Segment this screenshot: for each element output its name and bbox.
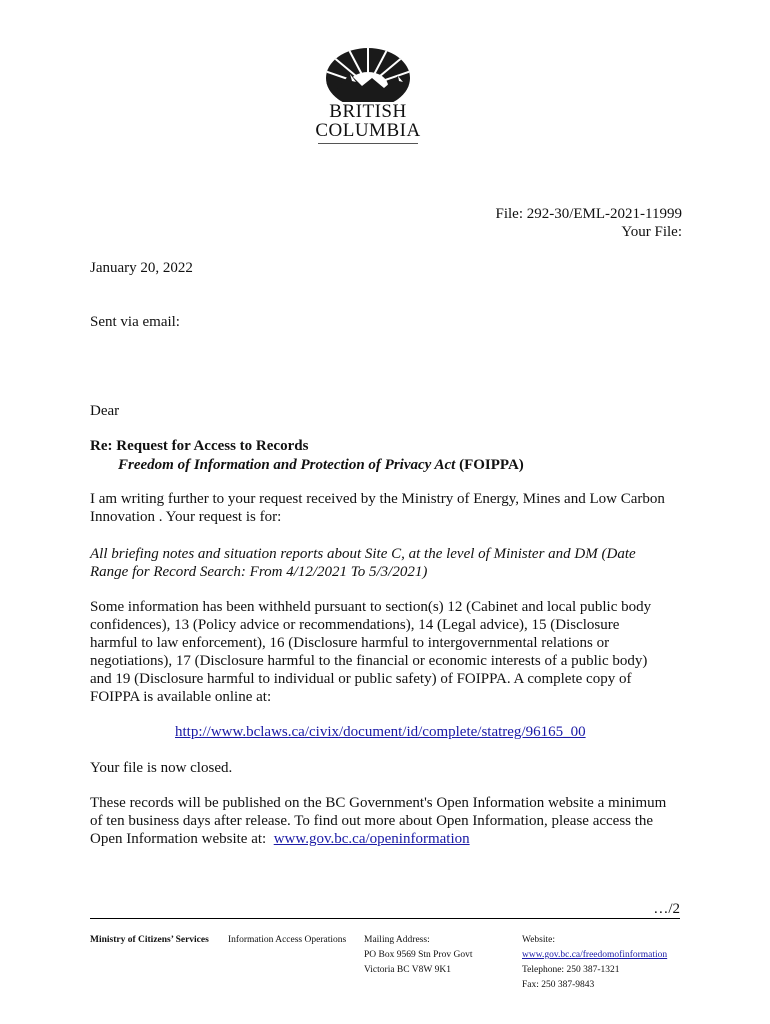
paragraph-line: and 19 (Disclosure harmful to individual or public safety) of FOIPPA. A complete copy of bbox=[90, 671, 632, 687]
open-information-link[interactable]: www.gov.bc.ca/openinformation bbox=[273, 831, 470, 847]
paragraph-withheld bbox=[90, 598, 690, 706]
footer-ministry: Ministry of Citizens’ Services bbox=[90, 935, 209, 945]
paragraph-line: harmful to law enforcement), 16 (Disclosure harmful to intergovernmental relations or bbox=[90, 635, 610, 651]
file-reference-block bbox=[495, 205, 682, 241]
request-quote bbox=[90, 545, 690, 581]
paragraph-line: negotiations), 17 (Disclosure harmful to the financial or economic interests of a public body) bbox=[90, 653, 648, 669]
file-number: File: 292-30/EML-2021-11999 bbox=[495, 206, 682, 222]
salutation: Dear bbox=[90, 403, 120, 419]
logo-line-british: BRITISH bbox=[329, 101, 407, 122]
footer-divider bbox=[90, 918, 680, 919]
footer-contact bbox=[522, 933, 667, 993]
logo-underline bbox=[318, 143, 418, 144]
mailing-line: Victoria BC V8W 9K1 bbox=[364, 965, 451, 975]
act-abbrev: (FOIPPA) bbox=[455, 457, 524, 473]
page-continuation: …/2 bbox=[653, 901, 680, 917]
paragraph-line: FOIPPA is available online at: bbox=[90, 689, 272, 705]
footer-mailing bbox=[364, 933, 472, 978]
footer-telephone: Telephone: 250 387-1321 bbox=[522, 965, 620, 975]
paragraph-line: These records will be published on the BC Government's Open Information website a minimum bbox=[90, 795, 667, 811]
footer-website-link[interactable]: www.gov.bc.ca/freedomofinformation bbox=[522, 950, 668, 960]
footer-fax: Fax: 250 387-9843 bbox=[522, 980, 595, 990]
quote-line: Range for Record Search: From 4/12/2021 To 5/3/2021) bbox=[90, 564, 428, 580]
paragraph-line: confidences), 13 (Policy advice or recommendations), 14 (Legal advice), 15 (Disclosure bbox=[90, 617, 620, 633]
website-label: Website: bbox=[522, 935, 556, 945]
logo-line-columbia: COLUMBIA bbox=[315, 120, 421, 141]
paragraph-line: I am writing further to your request received by the Ministry of Energy, Mines and Low Carbon bbox=[90, 491, 665, 507]
bclaws-link[interactable]: http://www.bclaws.ca/civix/document/id/complete/statreg/96165_00 bbox=[175, 724, 586, 740]
paragraph-open-info bbox=[90, 794, 690, 848]
letter-date: January 20, 2022 bbox=[90, 260, 193, 276]
bc-logo bbox=[312, 44, 424, 148]
act-title: Freedom of Information and Protection of Privacy Act bbox=[118, 457, 456, 473]
paragraph-line: of ten business days after release. To find out more about Open Information, please access the bbox=[90, 813, 654, 829]
quote-line: All briefing notes and situation reports about Site C, at the level of Minister and DM (Date bbox=[90, 546, 636, 562]
footer-division: Information Access Operations bbox=[228, 935, 347, 945]
file-closed: Your file is now closed. bbox=[90, 760, 233, 776]
sent-via: Sent via email: bbox=[90, 314, 180, 330]
paragraph-line: Innovation . Your request is for: bbox=[90, 509, 282, 525]
paragraph-request bbox=[90, 490, 690, 526]
paragraph-line: Open Information website at: www.gov.bc.ca/openinformation bbox=[90, 831, 470, 847]
act-name bbox=[118, 456, 524, 474]
re-line: Re: Request for Access to Records bbox=[90, 438, 309, 454]
paragraph-line: Some information has been withheld pursuant to section(s) 12 (Cabinet and local public body bbox=[90, 599, 652, 615]
mountain-sun-emblem bbox=[312, 44, 424, 102]
mailing-label: Mailing Address: bbox=[364, 935, 430, 945]
mailing-line: PO Box 9569 Stn Prov Govt bbox=[364, 950, 473, 960]
your-file: Your File: bbox=[621, 224, 682, 240]
